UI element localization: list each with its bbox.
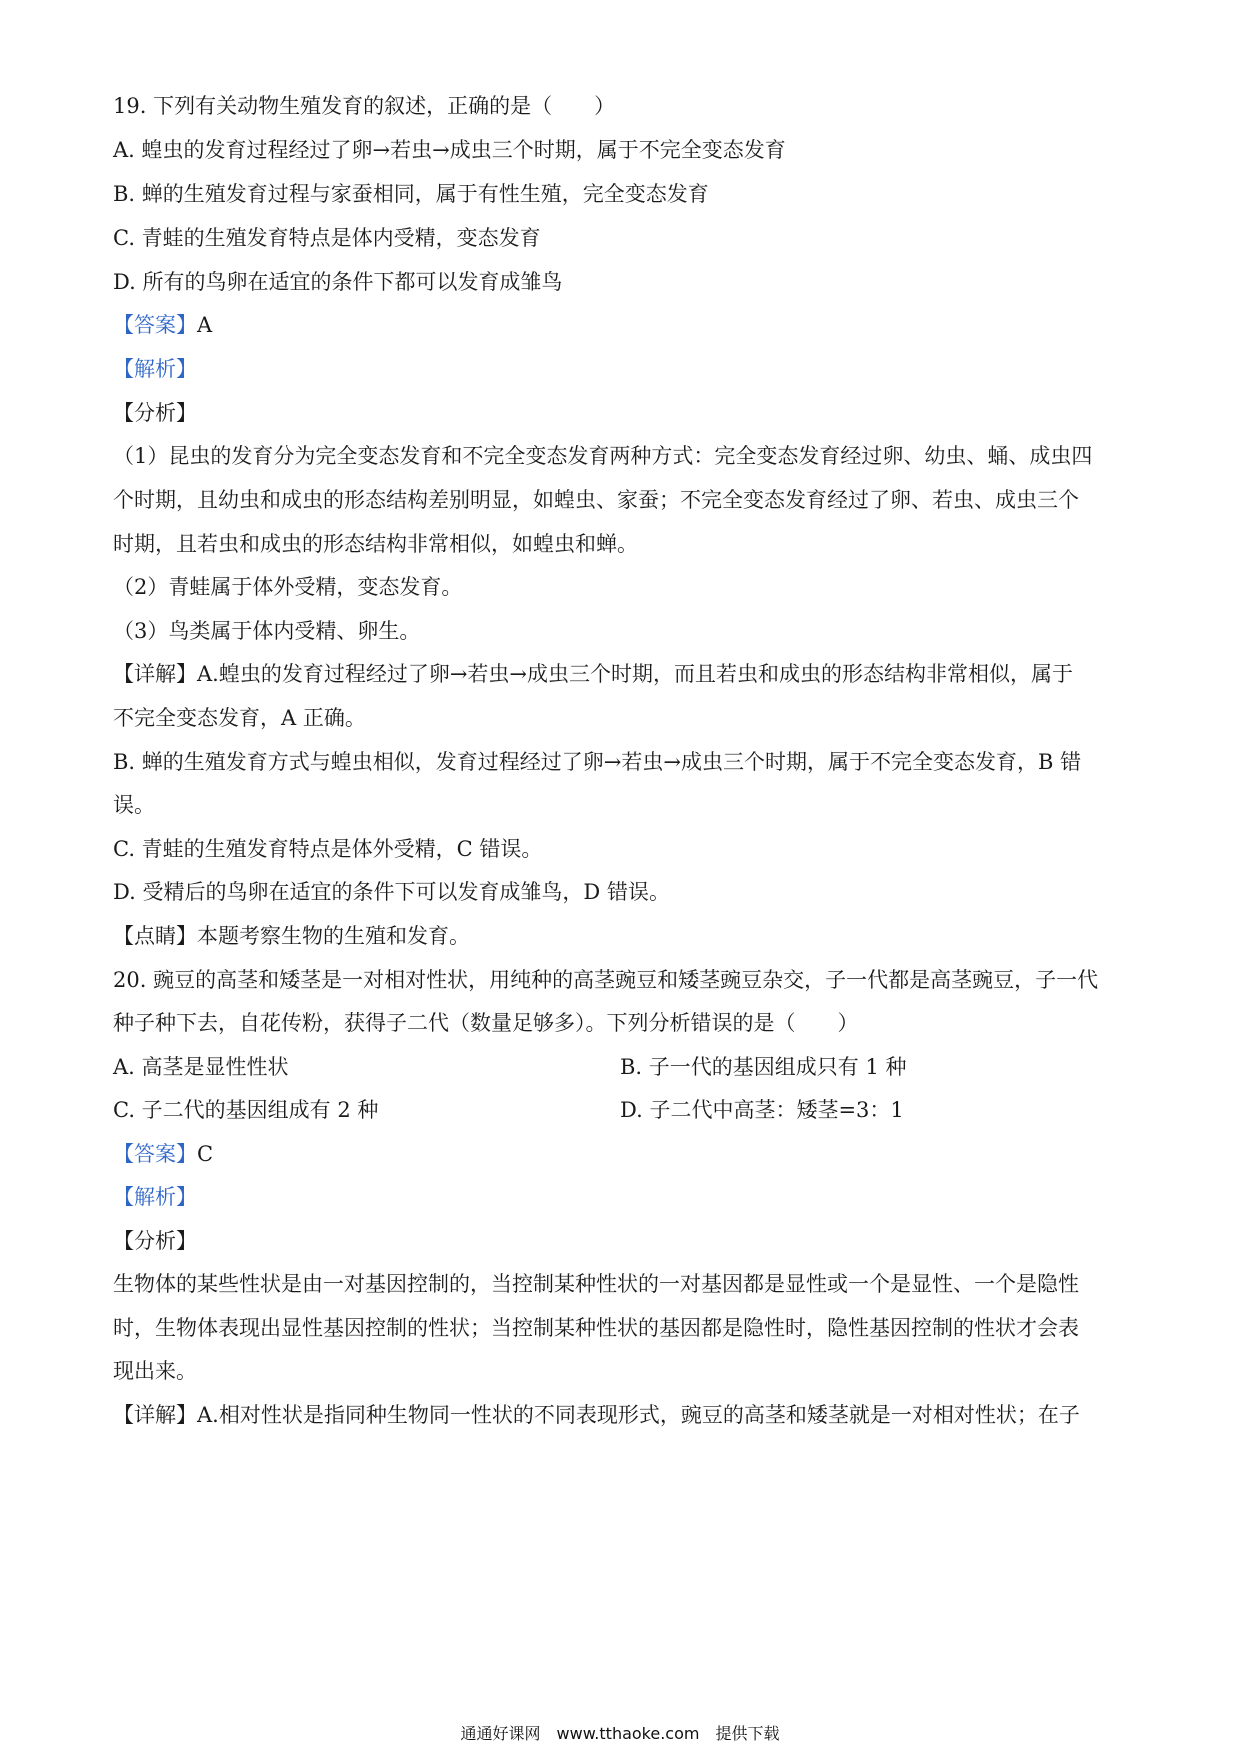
q19-analysis-line: （2）青蛙属于体外受精，变态发育。 bbox=[113, 575, 463, 599]
q20-stem-line: 种子种下去，自花传粉，获得子二代（数量足够多）。下列分析错误的是（ ） bbox=[113, 1011, 859, 1035]
q20-analysis-line: 现出来。 bbox=[113, 1359, 197, 1383]
q20-detail-label: 【详解】 bbox=[113, 1403, 197, 1427]
q19-option-c: C. 青蛙的生殖发育特点是体内受精，变态发育 bbox=[113, 226, 541, 250]
q20-jiexi-label: 【解析】 bbox=[113, 1185, 197, 1209]
page-footer: 通通好课网 www.tthaoke.com 提供下载 bbox=[460, 1724, 780, 1743]
q19-answer-value: A bbox=[197, 313, 213, 337]
q20-answer-value: C bbox=[197, 1142, 214, 1166]
q19-analysis-line: 个时期，且幼虫和成虫的形态结构差别明显，如蝗虫、家蚕；不完全变态发育经过了卵、若虫、成虫三个 bbox=[113, 488, 1079, 512]
q20-detail-text: A.相对性状是指同种生物同一性状的不同表现形式，豌豆的高茎和矮茎就是一对相对性状；在子 bbox=[197, 1403, 1080, 1427]
q20-answer bbox=[113, 1139, 1133, 1169]
q20-stem-line: 20. 豌豆的高茎和矮茎是一对相对性状，用纯种的高茎豌豆和矮茎豌豆杂交，子一代都是高茎豌豆，子一代 bbox=[113, 968, 1099, 992]
q20-analysis-line: 生物体的某些性状是由一对基因控制的，当控制某种性状的一对基因都是显性或一个是显性、一个是隐性 bbox=[113, 1272, 1079, 1296]
q19-analysis-line: （3）鸟类属于体内受精、卵生。 bbox=[113, 619, 421, 643]
q19-detail-line: 误。 bbox=[113, 793, 155, 817]
q19-answer bbox=[113, 310, 1133, 340]
q20-option-d: D. 子二代中高茎：矮茎=3：1 bbox=[620, 1098, 904, 1122]
q20-detail-first bbox=[113, 1400, 1133, 1430]
q19-option-a: A. 蝗虫的发育过程经过了卵→若虫→成虫三个时期，属于不完全变态发育 bbox=[113, 138, 786, 162]
q19-detail-line: C. 青蛙的生殖发育特点是体外受精，C 错误。 bbox=[113, 837, 543, 861]
q19-option-d: D. 所有的鸟卵在适宜的条件下都可以发育成雏鸟 bbox=[113, 270, 563, 294]
q19-detail-label: 【详解】 bbox=[113, 662, 197, 686]
q20-option-a: A. 高茎是显性性状 bbox=[113, 1055, 289, 1079]
q20-option-b: B. 子一代的基因组成只有 1 种 bbox=[620, 1055, 907, 1079]
q20-options-row-2 bbox=[113, 1095, 1133, 1125]
q19-detail-text: A.蝗虫的发育过程经过了卵→若虫→成虫三个时期，而且若虫和成虫的形态结构非常相似，属于 bbox=[197, 662, 1074, 686]
q19-jiexi-label: 【解析】 bbox=[113, 357, 197, 381]
q19-analysis-line: （1）昆虫的发育分为完全变态发育和不完全变态发育两种方式：完全变态发育经过卵、幼虫、蛹、成虫四 bbox=[113, 444, 1093, 468]
q20-option-c: C. 子二代的基因组成有 2 种 bbox=[113, 1098, 379, 1122]
q19-detail-first bbox=[113, 659, 1133, 689]
q19-option-b: B. 蝉的生殖发育过程与家蚕相同，属于有性生殖，完全变态发育 bbox=[113, 182, 709, 206]
q19-detail-line: D. 受精后的鸟卵在适宜的条件下可以发育成雏鸟，D 错误。 bbox=[113, 880, 670, 904]
q19-detail-line: 不完全变态发育，A 正确。 bbox=[113, 706, 366, 730]
q19-dianjing: 【点睛】本题考察生物的生殖和发育。 bbox=[113, 924, 470, 948]
q20-fenxi-label: 【分析】 bbox=[113, 1229, 197, 1253]
q19-analysis-line: 时期，且若虫和成虫的形态结构非常相似，如蝗虫和蝉。 bbox=[113, 532, 638, 556]
q20-options-row-1 bbox=[113, 1052, 1133, 1082]
q19-detail-line: B. 蝉的生殖发育方式与蝗虫相似，发育过程经过了卵→若虫→成虫三个时期，属于不完全变态发育，B 错 bbox=[113, 750, 1082, 774]
q19-fenxi-label: 【分析】 bbox=[113, 401, 197, 425]
q20-analysis-line: 时，生物体表现出显性基因控制的性状；当控制某种性状的基因都是隐性时，隐性基因控制的性状才会表 bbox=[113, 1316, 1079, 1340]
q20-answer-label: 【答案】 bbox=[113, 1142, 197, 1166]
q19-stem: 19. 下列有关动物生殖发育的叙述，正确的是（ ） bbox=[113, 94, 616, 118]
q19-answer-label: 【答案】 bbox=[113, 313, 197, 337]
